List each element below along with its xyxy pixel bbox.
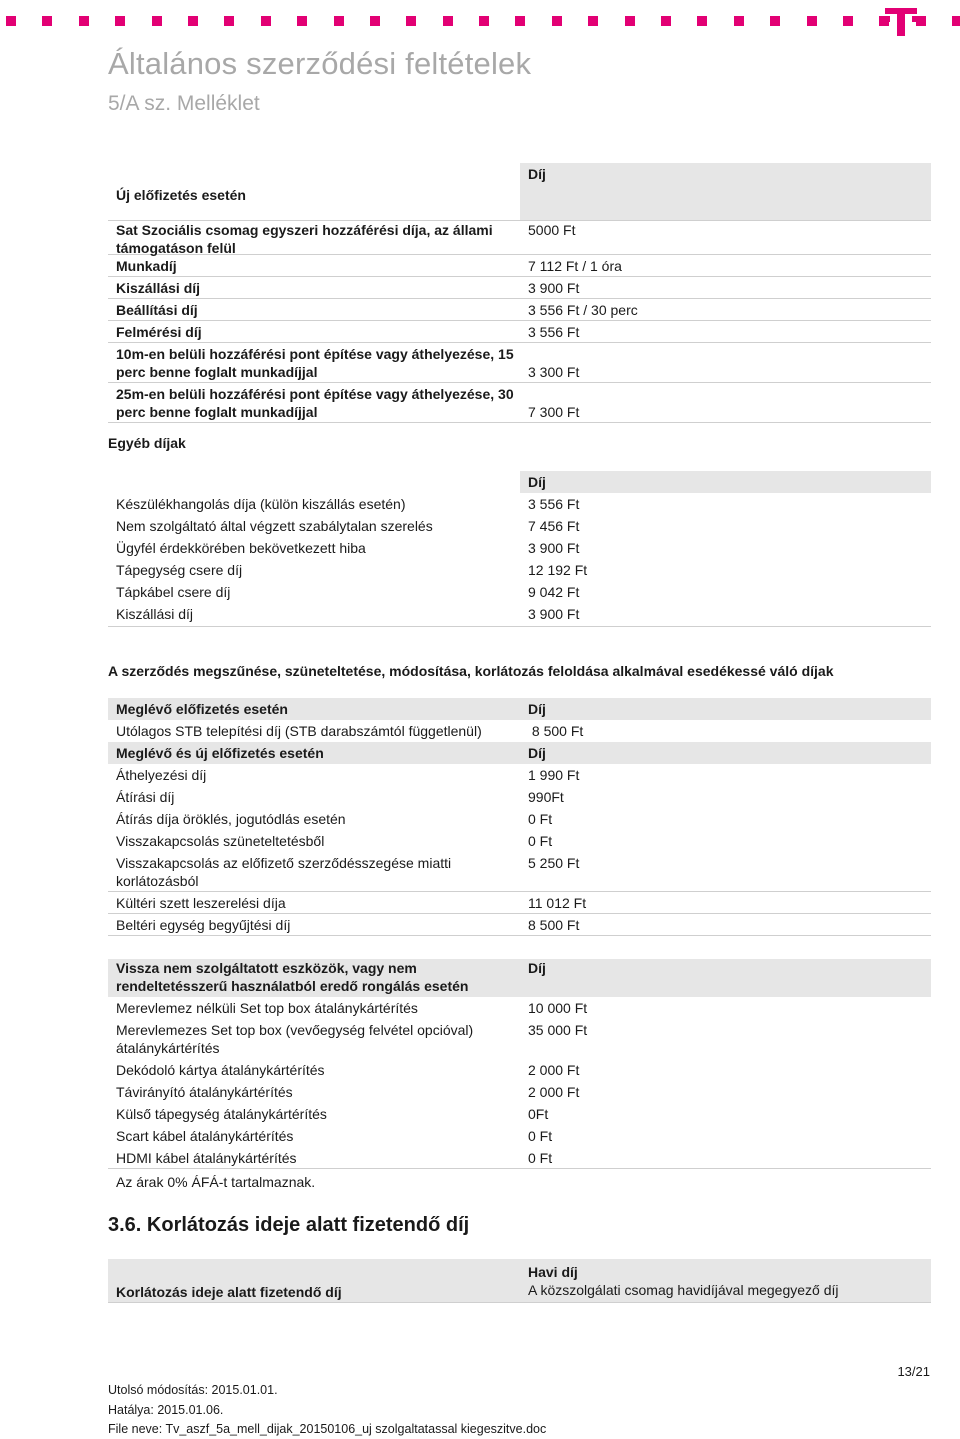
row-value: 0 Ft: [528, 811, 553, 827]
row-label: Ügyfél érdekkörében bekövetkezett hiba: [116, 540, 366, 556]
row-value: 2 000 Ft: [528, 1062, 580, 1078]
table-row: [108, 1147, 931, 1169]
row-value: 35 000 Ft: [528, 1022, 588, 1038]
fee-cell: [520, 1259, 931, 1302]
row-value: 3 556 Ft / 30 perc: [528, 302, 638, 318]
table-row: [108, 559, 931, 581]
fee-header: Díj: [520, 471, 931, 493]
document-subtitle: 5/A sz. Melléklet: [108, 92, 260, 115]
table-row: [108, 299, 931, 321]
row-value: 7 300 Ft: [528, 404, 580, 420]
brand-dot: [79, 16, 89, 26]
row-value: 3 556 Ft: [528, 496, 580, 512]
table-row: [108, 163, 931, 221]
row-label: Dekódoló kártya átalánykártérítés: [116, 1062, 325, 1078]
brand-dot: [443, 16, 453, 26]
table-row: [108, 698, 931, 720]
row-label: Sat Szociális csomag egyszeri hozzáférési díja, az állami támogatáson felül: [116, 222, 493, 256]
row-value: 8 500 Ft: [528, 917, 580, 933]
table-row: [108, 786, 931, 808]
table-row: [108, 720, 931, 742]
termination-fees-table: [108, 698, 931, 936]
row-value: 0 Ft: [528, 1150, 553, 1166]
fee-header: Díj: [520, 959, 931, 997]
group-header-label: Vissza nem szolgáltatott eszközök, vagy nem rendeltetésszerű használatból eredő rongálás esetén: [108, 959, 520, 997]
row-label: Merevlemez nélküli Set top box átalánykártérítés: [116, 1000, 418, 1016]
row-value: 3 900 Ft: [528, 280, 580, 296]
table-row: [108, 255, 931, 277]
row-value: 0 Ft: [528, 833, 553, 849]
table-row: [108, 515, 931, 537]
table-row: [108, 493, 931, 515]
brand-dot: [188, 16, 198, 26]
footer-filename: File neve: Tv_aszf_5a_mell_dijak_20150106_uj szolgaltatassal kiegeszitve.doc: [108, 1422, 547, 1436]
row-label: Távirányító átalánykártérítés: [116, 1084, 293, 1100]
telekom-logo-icon: [884, 4, 918, 38]
row-value: 12 192 Ft: [528, 562, 588, 578]
footer-modified: Utolsó módosítás: 2015.01.01.: [108, 1383, 278, 1397]
row-value: 11 012 Ft: [528, 895, 587, 911]
brand-dot: [552, 16, 562, 26]
row-label: Készülékhangolás díja (külön kiszállás esetén): [116, 496, 406, 512]
brand-dot: [952, 16, 960, 26]
table-row: [108, 1103, 931, 1125]
row-label: Áthelyezési díj: [116, 767, 207, 783]
table-row: [108, 1081, 931, 1103]
row-value: 7 112 Ft / 1 óra: [528, 258, 622, 274]
table-row: [108, 742, 931, 764]
table-row: [108, 892, 931, 914]
brand-dot: [734, 16, 744, 26]
brand-dot: [6, 16, 16, 26]
row-label: Kültéri szett leszerelési díja: [116, 895, 286, 911]
row-label: Scart kábel átalánykártérítés: [116, 1128, 294, 1144]
row-label: Felmérési díj: [116, 324, 202, 340]
brand-dot: [42, 16, 52, 26]
fee-header: Díj: [528, 745, 546, 761]
row-value: 990Ft: [528, 789, 564, 805]
table-row: [108, 957, 931, 997]
row-label: Merevlemezes Set top box (vevőegység felvétel opcióval) átalánykártérítés: [116, 1022, 474, 1056]
table-row: [108, 471, 931, 493]
row-label: Korlátozás ideje alatt fizetendő díj: [108, 1259, 520, 1302]
row-label: Kiszállási díj: [116, 280, 201, 296]
brand-dot: [115, 16, 125, 26]
section-label: Új előfizetés esetén: [116, 187, 246, 203]
row-label: Beltéri egység begyűjtési díj: [116, 917, 291, 933]
table-row: [108, 808, 931, 830]
row-label: Visszakapcsolás az előfizető szerződésszegése miatti korlátozásból: [116, 855, 452, 889]
brand-dot: [479, 16, 489, 26]
brand-dot-row: [6, 16, 960, 26]
table-row: [108, 603, 931, 627]
row-label: Munkadíj: [116, 258, 177, 274]
brand-dot: [406, 16, 416, 26]
row-value: 3 556 Ft: [528, 324, 580, 340]
table-row: [108, 581, 931, 603]
row-value: 9 042 Ft: [528, 584, 580, 600]
row-label: Tápegység csere díj: [116, 562, 243, 578]
row-value: 1 990 Ft: [528, 767, 580, 783]
fee-header: Díj: [520, 163, 931, 220]
row-value: 0 Ft: [528, 1128, 553, 1144]
table-row: [108, 1059, 931, 1081]
document-title: Általános szerződési feltételek: [108, 46, 532, 81]
brand-dot: [152, 16, 162, 26]
brand-dot: [515, 16, 525, 26]
row-label: Utólagos STB telepítési díj (STB darabszámtól függetlenül): [116, 723, 482, 739]
other-fees-table: [108, 471, 931, 627]
table-row: [108, 764, 931, 786]
row-value: 5000 Ft: [528, 222, 576, 238]
table-row: [108, 997, 931, 1019]
section-title: A szerződés megszűnése, szüneteltetése, módosítása, korlátozás feloldása alkalmával esedékessé váló díjak: [108, 663, 834, 679]
brand-dot: [697, 16, 707, 26]
row-value: 7 456 Ft: [528, 518, 580, 534]
row-label: Tápkábel csere díj: [116, 584, 231, 600]
table-row: [108, 221, 931, 255]
row-label: Beállítási díj: [116, 302, 198, 318]
section-heading: 3.6. Korlátozás ideje alatt fizetendő díj: [108, 1214, 470, 1236]
table-row: [108, 277, 931, 299]
footer-effective: Hatálya: 2015.01.06.: [108, 1403, 224, 1417]
brand-dot: [807, 16, 817, 26]
table-row: [108, 321, 931, 343]
row-label: Külső tápegység átalánykártérítés: [116, 1106, 327, 1122]
row-value: A közszolgálati csomag havidíjával megegyező díj: [528, 1281, 839, 1298]
table-row: [108, 383, 931, 423]
row-value: 10 000 Ft: [528, 1000, 588, 1016]
brand-dot: [370, 16, 380, 26]
brand-dot: [843, 16, 853, 26]
table-row: [108, 852, 931, 892]
brand-dot: [588, 16, 598, 26]
table-row: [108, 1019, 931, 1059]
row-label: Átírási díj: [116, 789, 175, 805]
table-row: [108, 343, 931, 383]
new-subscription-table: [108, 163, 931, 423]
brand-dot: [261, 16, 271, 26]
row-label: Kiszállási díj: [116, 606, 194, 622]
row-label: Visszakapcsolás szüneteltetésből: [116, 833, 325, 849]
table-row: [108, 830, 931, 852]
device-damage-table: [108, 957, 931, 1169]
brand-dot: [661, 16, 671, 26]
row-label: Nem szolgáltató által végzett szabálytalan szerelés: [116, 518, 433, 534]
row-value: 0Ft: [528, 1106, 549, 1122]
row-label: 25m-en belüli hozzáférési pont építése vagy áthelyezése, 30 perc benne foglalt munkadíjjal: [116, 386, 514, 420]
row-value: 5 250 Ft: [528, 855, 580, 871]
row-value: 3 900 Ft: [528, 606, 580, 622]
brand-dot: [625, 16, 635, 26]
brand-dot: [297, 16, 307, 26]
vat-note: Az árak 0% ÁFÁ-t tartalmaznak.: [116, 1174, 316, 1190]
group-header-label: Meglévő előfizetés esetén: [116, 701, 288, 717]
fee-header: Havi díj: [528, 1263, 578, 1280]
page-number: 13/21: [897, 1364, 930, 1379]
fee-header: Díj: [528, 701, 546, 717]
table-row: [108, 1259, 931, 1303]
brand-dot: [224, 16, 234, 26]
row-label: 10m-en belüli hozzáférési pont építése vagy áthelyezése, 15 perc benne foglalt munkadíjjal: [116, 346, 514, 380]
row-value: 2 000 Ft: [528, 1084, 580, 1100]
brand-dot: [770, 16, 780, 26]
row-label: Átírás díja öröklés, jogutódlás esetén: [116, 811, 346, 827]
restriction-fee-table: [108, 1259, 931, 1303]
brand-dot: [334, 16, 344, 26]
row-value: 8 500 Ft: [528, 723, 584, 739]
table-row: [108, 537, 931, 559]
group-header-label: Meglévő és új előfizetés esetén: [116, 745, 324, 761]
table-row: [108, 914, 931, 936]
row-label: HDMI kábel átalánykártérítés: [116, 1150, 297, 1166]
row-value: 3 900 Ft: [528, 540, 580, 556]
table-row: [108, 1125, 931, 1147]
row-value: 3 300 Ft: [528, 364, 580, 380]
section-title: Egyéb díjak: [108, 435, 186, 451]
